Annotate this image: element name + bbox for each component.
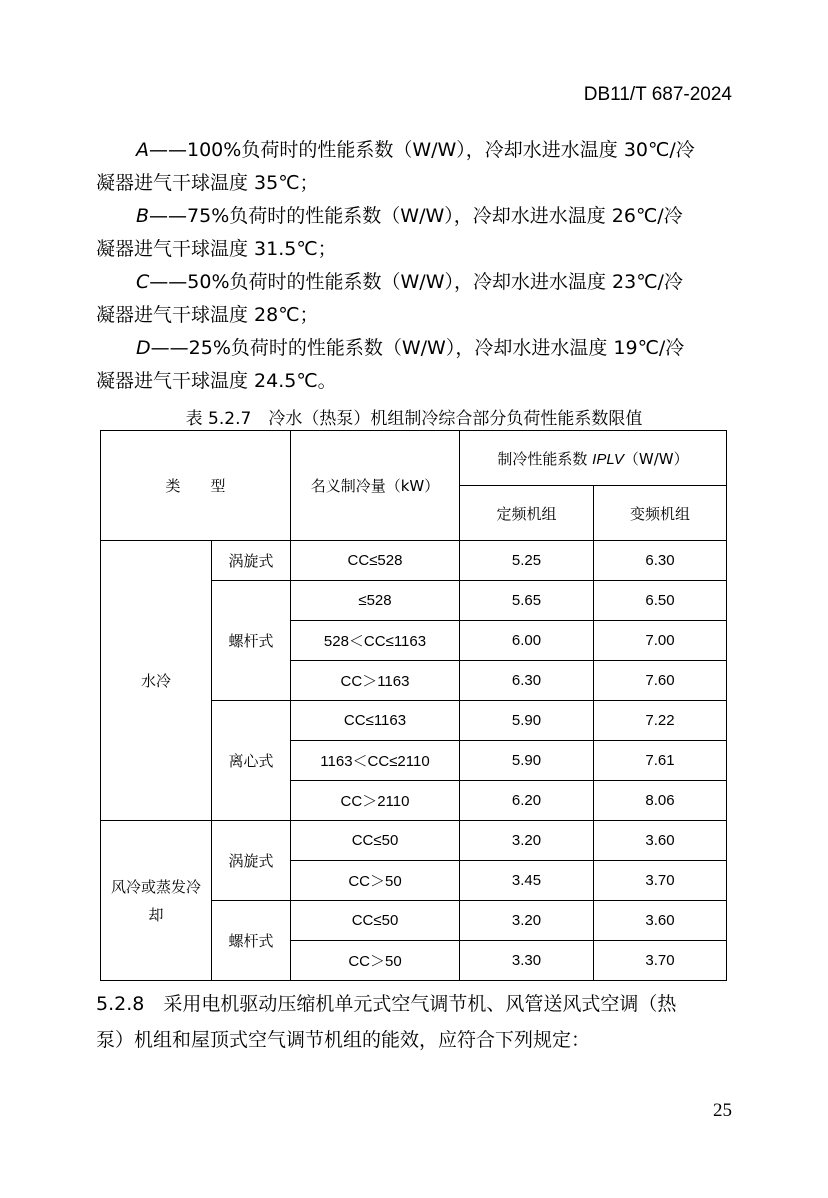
- variable-value: 3.60: [594, 821, 727, 861]
- variable-value: 8.06: [594, 781, 727, 821]
- subtype-scroll: 涡旋式: [212, 541, 291, 581]
- group-air-or-evaporative: 风冷或蒸发冷却: [101, 821, 212, 981]
- clause-5-2-8: [96, 986, 736, 1058]
- document-code: DB11/T 687-2024: [583, 84, 732, 105]
- header-variable-speed: 变频机组: [594, 486, 727, 541]
- capacity-cell: CC≤528: [291, 541, 460, 581]
- variable-value: 3.60: [594, 901, 727, 941]
- definition-line: [96, 134, 732, 167]
- definition-text: ——75%负荷时的性能系数（W/W），冷却水进水温度 26℃/冷: [149, 205, 683, 227]
- iplv-limit-table: [100, 430, 727, 981]
- fixed-value: 3.30: [460, 941, 594, 981]
- header-type: 类 型: [101, 431, 291, 541]
- capacity-cell: CC＞1163: [291, 661, 460, 701]
- capacity-cell: CC＞2110: [291, 781, 460, 821]
- capacity-cell: CC≤50: [291, 901, 460, 941]
- definition-line: [96, 200, 732, 233]
- subtype-screw: 螺杆式: [212, 901, 291, 981]
- capacity-cell: 1163＜CC≤2110: [291, 741, 460, 781]
- capacity-cell: 528＜CC≤1163: [291, 621, 460, 661]
- definition-continuation: 凝器进气干球温度 24.5℃。: [96, 370, 337, 392]
- fixed-value: 6.00: [460, 621, 594, 661]
- clause-line: 5.2.8 采用电机驱动压缩机单元式空气调节机、风管送风式空调（热: [96, 993, 677, 1015]
- capacity-cell: CC＞50: [291, 861, 460, 901]
- variable-value: 6.30: [594, 541, 727, 581]
- variable-definitions: [96, 134, 732, 398]
- variable-symbol: B: [136, 205, 150, 227]
- header-iplv-prefix: 制冷性能系数: [497, 449, 593, 468]
- table-row: [101, 821, 727, 861]
- variable-value: 7.60: [594, 661, 727, 701]
- fixed-value: 3.20: [460, 821, 594, 861]
- fixed-value: 6.30: [460, 661, 594, 701]
- variable-value: 7.61: [594, 741, 727, 781]
- definition-continuation: 凝器进气干球温度 28℃；: [96, 304, 319, 326]
- header-iplv-suffix: （W/W）: [623, 449, 689, 468]
- fixed-value: 5.90: [460, 741, 594, 781]
- fixed-value: 3.20: [460, 901, 594, 941]
- table-caption: 表 5.2.7 冷水（热泵）机组制冷综合部分负荷性能系数限值: [185, 409, 643, 429]
- variable-value: 3.70: [594, 941, 727, 981]
- fixed-value: 6.20: [460, 781, 594, 821]
- definition-text: ——100%负荷时的性能系数（W/W），冷却水进水温度 30℃/冷: [149, 139, 695, 161]
- subtype-centrifugal: 离心式: [212, 701, 291, 821]
- subtype-screw: 螺杆式: [212, 581, 291, 701]
- header-capacity: 名义制冷量（kW）: [291, 431, 460, 541]
- variable-symbol: A: [136, 139, 149, 161]
- definition-text: ——25%负荷时的性能系数（W/W），冷却水进水温度 19℃/冷: [150, 337, 685, 359]
- page-number: 25: [713, 1100, 732, 1121]
- fixed-value: 5.25: [460, 541, 594, 581]
- variable-symbol: D: [136, 337, 151, 359]
- fixed-value: 3.45: [460, 861, 594, 901]
- group-water-cooled: 水冷: [101, 541, 212, 821]
- table-row: [101, 541, 727, 581]
- definition-continuation: 凝器进气干球温度 35℃；: [96, 172, 319, 194]
- capacity-cell: ≤528: [291, 581, 460, 621]
- capacity-cell: CC≤50: [291, 821, 460, 861]
- variable-value: 3.70: [594, 861, 727, 901]
- variable-value: 7.00: [594, 621, 727, 661]
- header-iplv-var: IPLV: [592, 450, 624, 468]
- definition-text: ——50%负荷时的性能系数（W/W），冷却水进水温度 23℃/冷: [149, 271, 683, 293]
- variable-value: 7.22: [594, 701, 727, 741]
- clause-line: 泵）机组和屋顶式空气调节机组的能效，应符合下列规定：: [96, 1029, 591, 1051]
- capacity-cell: CC＞50: [291, 941, 460, 981]
- variable-symbol: C: [136, 271, 150, 293]
- fixed-value: 5.90: [460, 701, 594, 741]
- subtype-scroll: 涡旋式: [212, 821, 291, 901]
- definition-line: [96, 266, 732, 299]
- header-iplv: [460, 431, 727, 486]
- variable-value: 6.50: [594, 581, 727, 621]
- definition-line: [96, 332, 732, 365]
- definition-continuation: 凝器进气干球温度 31.5℃；: [96, 238, 337, 260]
- capacity-cell: CC≤1163: [291, 701, 460, 741]
- fixed-value: 5.65: [460, 581, 594, 621]
- header-fixed-speed: 定频机组: [460, 486, 594, 541]
